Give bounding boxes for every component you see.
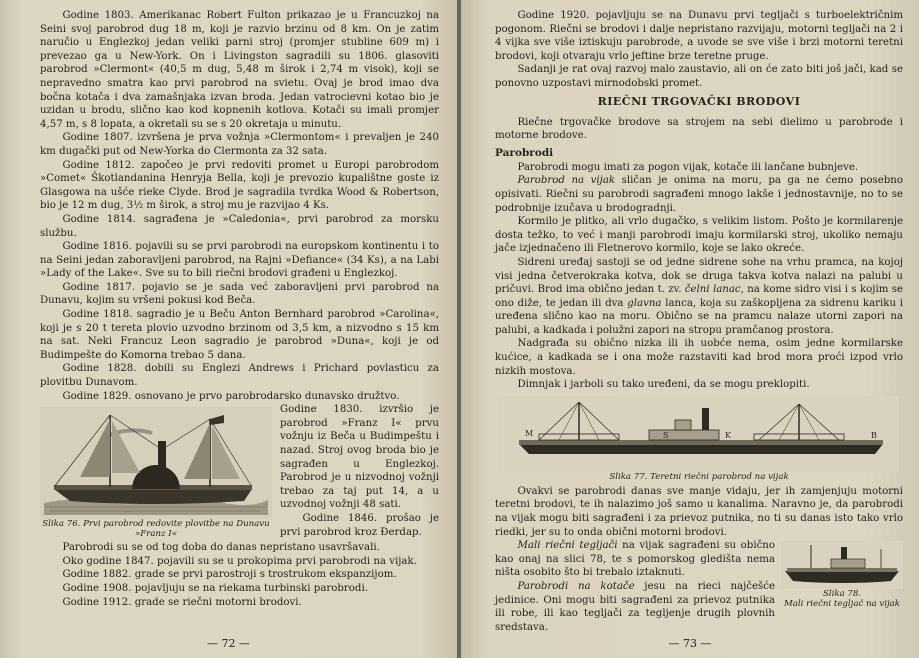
figure-76	[40, 407, 272, 539]
paragraph-paddle-steamers: Parobrodi na kotače jesu na rieci najčešće jedinice. Oni mogu biti sagrađeni za prievoz putnika ili robe, ili kao tegljači za tegljenje drugih plovnih sredstava.	[495, 581, 775, 633]
figure-77-label-m: M	[525, 428, 534, 438]
figure-78-caption-number: Slika 78.	[822, 589, 862, 600]
page-73	[461, 0, 919, 658]
paragraph-1846: Godine 1846. prošao je prvi parobrod kroz Đerdap.	[280, 512, 439, 538]
paragraph-disappearing: Ovakvi se parobrodi danas sve manje vidaju, jer ih zamjenjuju motorni teretni brodovi, te ih nalazimo još samo u kanalima. Naravno je, da parobrodi na vijak mogu biti sagrađeni i za prievoz putnika, no ti su danas isto tako vrlo riedki, jer su to onda obični motorni brodovi.	[495, 485, 903, 538]
figure-77	[495, 396, 903, 482]
paragraph-improvement: Parobrodi su se od tog doba do danas nepristano usavršavali.	[62, 542, 380, 554]
paddle-steamer-illustration	[40, 407, 272, 519]
paragraph-1830: Godine 1830. izvršio je parobrod »Franz I« prvu vožnju iz Beča u Budimpeštu i nazad. Stroj ovog broda bio je sagrađen u Englezkoj. Parobrod je u nizvodnoj vožnji trebao za taj put 14, a u uzvodnoj vožnji 48 sati.	[280, 404, 439, 511]
figure-77-caption: Slika 77. Teretni riečni parobrod na vijak	[609, 471, 789, 482]
tugboat-illustration	[781, 541, 903, 589]
paragraph-1816: Godine 1816. pojavili su se prvi parobrodi na europskom kontinentu i to na Seini jedan zaboravljeni parobrod, na Rajni »Defiance« (34 Ks), a na Labi »Lady of the Lake«. Sve su to bili riečni brodovi građeni u Englezkoj.	[40, 241, 439, 280]
figure-77-label-k: K	[725, 430, 731, 440]
paragraph-1807: Godine 1807. izvršena je prva vožnja »Clermontom« i prevaljen je 240 km dugački put od New-Yorka do Clermonta za 32 sata.	[40, 132, 439, 157]
page-number-left: — 72 —	[207, 637, 250, 650]
paragraph-anchor: Sidreni uređaj sastoji se od jedne sidrene sohe na vrhu pramca, na kojoj visi jedna četverokraka kotva, dok se druga takva kotva nalazi na palubi u pričuvi. Brod ima obično jedan t. zv. čelni lanac, na kome sidro visi i s kojim se ono diže, te jedan ili dva glavna lanca, koja su zaškopljena za sidrenu kariku i uređena slično kao na moru. Obično se na pramcu nalaze utorni zapori na palubi, a kadkada i polužni zapori na stropu pramčanog prostora.	[495, 256, 904, 336]
paragraph-small-tugs: Mali riečni tegljači na vijak sagrađeni su obično kao onaj na slici 78, te s pomorskog gledišta nema ništa osobito što bi trebalo iztaknuti.	[495, 540, 775, 579]
figure-77-label-s: S	[663, 430, 669, 440]
cargo-steamer-illustration	[499, 396, 899, 472]
paragraph-1912: Godine 1912. grade se riečni motorni brodovi.	[62, 596, 302, 608]
page-number-right: — 73 —	[668, 637, 712, 650]
paragraph-1803: Godine 1803. Amerikanac Robert Fulton prikazao je u Francuzkoj na Seini svoj parobrod dug 18 m, koji je razvio brzinu od 8 km. On je zatim naručio u Englezkoj jedan veliki parni stroj (promjer stubline 609 m) i prevezao ga u New-York. On i Livingston sagradili su 1806. glasoviti parobrod »Clermont« (40,5 m dug, 5,48 m širok i 2,74 m visok), koji se nepravedno smatra kao prvi parobrod na svietu. Ovaj je brod imao dva bočna kotača i dva zamašnjaka izvan broda. Jedan vatrocievni kotao bio je uzidan u brodu, slično kao kod kopnenih kotlova. Kotači su imali promjer 4,57 m, s 8 lopata, a okretali su se s 20 okretaja u minutu.	[40, 10, 439, 130]
term-parobrod-na-vijak: Parobrod na vijak	[517, 175, 616, 187]
paragraph-1908: Godine 1908. pojavljuju se na riekama turbinski parobrodi.	[62, 583, 368, 594]
subheading-parobrodi: Parobrodi	[495, 146, 554, 159]
figure-78-caption-text: Mali riečni tegljač na vijak	[783, 599, 901, 610]
paragraph-1920: Godine 1920. pojavljuju se na Dunavu prvi tegljači s turboelektričnim pogonom. Riečni se brodovi i dalje nepristano razvijaju, motorni tegljači na 2 i 4 vijka sve više iztiskuju parobrode, a uvode se sve više i brzi motorni teretni brodovi, koji otvaraju vrlo jeftine brze teretne pruge.	[495, 10, 903, 62]
paragraph-1882: Godine 1882. grade se prvi parostroji s trostrukom ekspanzijom.	[62, 569, 397, 581]
paragraph-1817: Godine 1817. pojavio se je sada već zaboravljeni prvi parobrod na Dunavu, kojim su vršeni pokusi kod Beča.	[40, 281, 439, 307]
paragraph-propulsion: Parobrodi mogu imati za pogon vijak, kotače ili lančane bubnjeve.	[517, 161, 859, 173]
paragraph-1818: Godine 1818. sagradio je u Beču Anton Bernhard parobrod »Carolina«, koji je s 20 t tereta plovio uzvodno brzinom od 3,5 km, a nizvodno s 15 km na sat. Neki Francuz Leon sagradio je parobrod »Duna«, koji je od Budimpešte do Komorna trebao 5 dana.	[40, 309, 439, 361]
figure-76-caption: Slika 76. Prvi parobrod redovite plovitbe na Dunavu »Franz I«	[42, 519, 270, 540]
paragraph-1812: Godine 1812. započeo je prvi redoviti promet u Europi parobrodom »Comet« Škotlandanina Henryja Bella, koji je prevozio kupalištne goste iz Glasgowa na ušće rieke Clyde. Brod je sagradila tvrdka Wood & Robertson, bio je 12 m dug, 3½ m širok, a stroj mu je razvijao 4 Ks.	[40, 159, 439, 212]
paragraph-section-intro: Riečne trgovačke brodove sa strojem na sebi dielimo u parobrode i motorne brodove.	[495, 116, 903, 142]
paragraph-1829: Godine 1829. osnovano je prvo parobrodarsko dunavsko družtvo.	[62, 390, 400, 402]
paragraph-superstructure: Nadgrađa su obično nizka ili ih uobće nema, osim jedne kormilarske kućice, a kadkada se i ona može razstaviti kad brod mora proći izpod vrlo nizkih mostova.	[495, 338, 903, 377]
page-72	[0, 0, 457, 658]
figure-78	[781, 541, 903, 609]
paragraph-1814: Godine 1814. sagrađena je »Caledonia«, prvi parobrod za morsku službu.	[40, 213, 439, 239]
paragraph-rudder: Kormilo je plitko, ali vrlo dugačko, s velikim listom. Pošto je kormilarenje dosta težko, to već i manji parobrodi imaju kormilarski stroj, ukoliko nemaju jače izjednačeno ili Fletnerovo kormilo, koje se lako okreće.	[495, 216, 903, 255]
paragraph-funnel: Dimnjak i jarboli su tako uređeni, da se mogu preklopiti.	[517, 379, 810, 391]
paragraph-screw-steamer: Parobrod na vijak sličan je onima na moru, pa ga ne ćemo posebno opisivati. Riečni su parobrodi sagrađeni mnogo lakše i jednostavnije, no to se podrobnije izučava u brodogradnji.	[495, 175, 903, 214]
section-title: RIEČNI TRGOVAČKI BRODOVI	[597, 94, 801, 108]
paragraph-war: Sadanji je rat ovaj razvoj malo zaustavio, ali on će zato biti još jači, kad se ponovno uzpostavi mirnodobski promet.	[495, 64, 903, 89]
figure-77-label-b: B	[871, 430, 877, 440]
paragraph-1847: Oko godine 1847. pojavili su se u prokopima prvi parobrodi na vijak.	[62, 555, 417, 567]
paragraph-1828: Godine 1828. dobili su Englezi Andrews i Prichard povlasticu za plovitbu Dunavom.	[40, 363, 439, 389]
